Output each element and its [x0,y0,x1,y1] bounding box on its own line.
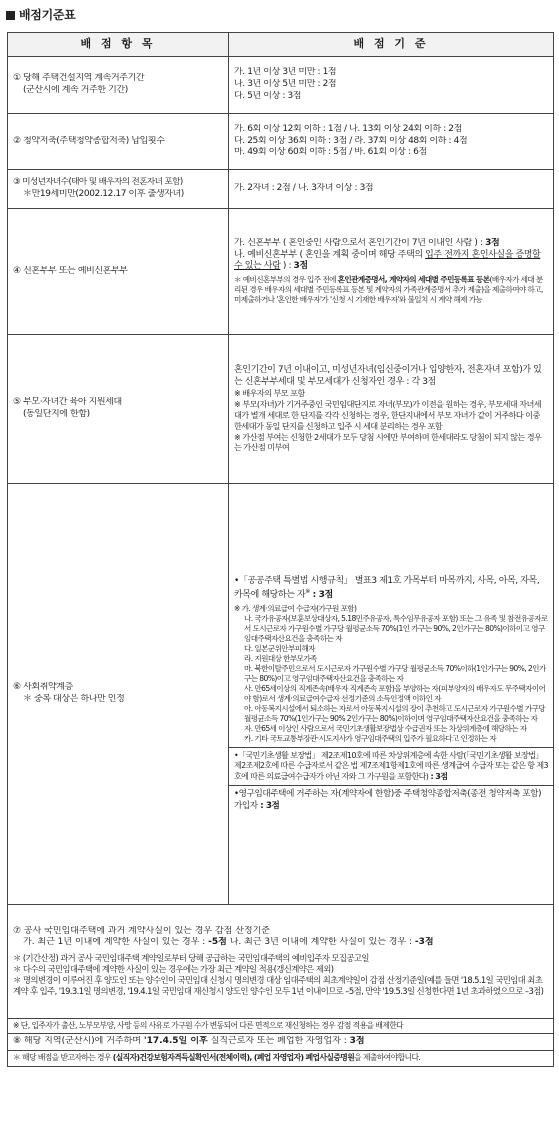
criteria-children: 가. 2자녀 : 2점 / 나. 3자녀 이상 : 3점 [229,170,554,209]
header-item: 배 점 항 목 [8,33,229,57]
item-subscription: ② 청약저축(주택청약종합저축) 납입횟수 [8,114,229,170]
title-text: 배점기준표 [19,8,76,22]
item-vulnerable: ⑥ 사회취약계층 ＊ 중복 대상은 하나만 인정 [8,484,229,905]
scoring-table [7,32,554,1067]
vulnerable-subrow-3: •영구임대주택에 거주하는 자(계약자에 한함)중 주택청약종합저축(종전 청약저축 포함)가입자 : 3점 [229,785,553,814]
table-row [8,209,554,335]
table-row [8,905,554,1019]
criteria-childcare: 혼인기간이 7년 이내이고, 미성년자녀(임신중이거나 입양한자, 전혼자녀 포함)가 있는 신혼부부세대 및 부모세대가 신청자인 경우 : 각 3점 ※ 배우자의 부모 포함 ※ 부모(자녀)가 기거주중인 국민임대단지로 자녀(부모)가 이전을 원하는 경우, 부모세대 자녀세대가 별개 세대로 한 단지를 각각 신청하는 경우, 한단지내에서 부모 자녀가 같이 거주하다 이중 한세대가 동일 단지를 신청하고 입주 시 세대 분리하는 경우 포함 ※ 가산점 부여는 신청한 2세대가 모두 당첨 시에만 부여하며 한세대라도 당첨이 되지 않는 경우는 가산점 미부여 [229,335,554,484]
criteria-residence: 가. 1년 이상 3년 미만 : 1점 나. 3년 이상 5년 미만 : 2점 다. 5년 이상 : 3점 [229,57,554,114]
deduction-section: ⑦ 공사 국민임대주택에 과거 계약사실이 있는 경우 감점 산정기준 가. 최근 1년 이내에 계약한 사실이 있는 경우 : -5점 나. 최근 3년 이내에 계약한 사실이 있는 경우 : -3점 ＊ (기간산정) 과거 공사 국민임대주택 계약일로부터 당해 공급하는 국민임대주택의 예비입주자 모집공고일 ＊ 다수의 국민임대주택에 계약한 사실이 있는 경우에는 가장 최근 계약일 적용(갱신계약은 제외) ＊ 명의변경이 이루어진 후 양도인 또는 양수인이 국민임대 신청시 명의변경 대상 임대주택의 최초계약일이 감점 산정기준일(예를 들면 '18.5.1일 국민임대 최초계약 후 입주, '19.3.1일 명의변경, '19.4.1일 국민임대 재신청시 양도인 양수인 모두 1년 이내이므로 –5점, 만약 '19.5.3일 신청한다면 1년 초과하였으므로 –3점) [8,905,554,1019]
table-row [8,484,554,905]
item-children: ③ 미성년자녀수(태아 및 배우자의 전혼자녀 포함) ＊만19세미만(2002.12.17 이후 출생자녀) [8,170,229,209]
criteria-subscription: 가. 6회 이상 12회 이하 : 1점 / 나. 13회 이상 24회 이하 : 2점 다. 25회 이상 36회 이하 : 3점 / 라. 37회 이상 48회 이하 : 4점 마. 49회 이상 60회 이하 : 5점 / 바. 61회 이상 : 6점 [229,114,554,170]
header-criteria: 배 점 기 준 [229,33,554,57]
table-row [8,335,554,484]
table-row [8,114,554,170]
table-row [8,57,554,114]
footer-note: ＊ 해당 배점을 받고자하는 경우 (실직자)건강보험자격득실확인서(전체이력), (폐업 자영업자) 폐업사실증명원을 제출하여야합니다. [8,1050,554,1066]
unemployed-bonus: ⑧ 해당 지역(군산시)에 거주하며 '17.4.5일 이후 실직근로자 또는 폐업한 자영업자 : 3점 [8,1034,554,1051]
exception-note: ※ 단, 입주자가 출산, 노부모부양, 사망 등의 사유로 가구원 수가 변동되어 다른 면적으로 재신청하는 경우 감점 적용을 배제한다 [8,1019,554,1034]
square-bullet-icon [6,11,15,20]
item-newlywed: ④ 신혼부부 또는 예비신혼부부 [8,209,229,335]
page-title [6,8,75,24]
table-row [8,1019,554,1034]
table-row [8,1050,554,1066]
item-residence: ① 당해 주택건설지역 계속거주기간 (군산시에 계속 거주한 기간) [8,57,229,114]
criteria-newlywed: 가. 신혼부부 ( 혼인중인 사람으로서 혼인기간이 7년 이내인 사람 ) : 3점 나. 예비신혼부부 ( 혼인을 계획 중이며 해당 주택의 입주 전까지 혼인사실을 증명할 수 있는 사람 ) : 3점 ＊ 예비신혼부부의 경우 입주 전에 혼인관계증명서, 계약자의 세대별 주민등록표 등본(배우자가 세대 분리된 경우 배우자의 세대별 주민등록표 등본 및 계약자의 가족관계증명서 추가 제출)을 제출하여야 하고, 미제출하거나 '혼인한 배우자'가 '신청 시 기재한 배우자'와 불일치 시 계약 해제 가능 [229,209,554,335]
table-row [8,1034,554,1051]
item-childcare: ⑤ 부모·자녀간 육아 지원세대 (동일단지에 한함) [8,335,229,484]
table-row [8,170,554,209]
vulnerable-subrow-2: •「국민기초생활 보장법」 제2조제10호에 따른 차상위계층에 속한 사람(「국민기초생활 보장법」 제2조제2호에 따른 수급자로서 같은 법 제7조제1항제1호에 따른 생계급여 수급자 또는 같은 항 제3호에 따른 의료급여수급자가 아닌 자와 그 가구원을 포함한다) : 3점 [229,747,553,786]
criteria-vulnerable: •「공공주택 특별법 시행규칙」 별표3 제1호 가목부터 마목까지, 사목, 아목, 자목, 카목에 해당하는 자※ : 3점 ※ 가. 생계·의료급여 수급자(가구원 포함) 나. 국가유공자(보훈보상대상자, 5.18민주유공자, 특수임무유공자 포함) 또는 그 유족 및 참전유공자로서 도시근로자 가구원수별 가구당 월평균소득 70%(1인 가구는 90%, 2인가구는 80%)이하이고 영구임대주택자산요건을 충족하는 자 다. 일본군위안부피해자 라. 지원대상 한부모가족 마. 북한이탈주민으로서 도시근로자 가구원수별 가구당 월평균소득 70%이하(1인가구는 90%, 2인가구는 80%)이고 영구임대주택자산요건을 충족하는 자 사. 만65세이상의 직계존속(배우자 직계존속 포함)을 부양하는 자(피부양자의 배우자도 무주택자이어야 함)로서 생계·의료급여수급자 선정기준의 소득인정액 이하인 자 아. 아동복지시설에서 퇴소하는 자로서 아동복지시설의 장이 추천하고 도시근로자 가구원수별 가구당 월평균소득 70%(1인가구는 90% 2인가구는 80%)이하이며 영구임대주택자산요건을 충족하는 자 자. 만65세 이상인 사람으로서 국민기초생활보장법상 수급권자 또는 차상위계층에 해당하는 자 카. 기타 국토교통부장관·시도지사가 영구임대주택의 입주가 필요하다고 인정하는 자 •「국민기초생활 보장법」 제2조제10호에 따른 차상위계층에 속한 사람(「국민기초생활 보장법」 제2조제2호에 따른 수급자로서 같은 법 제7조제1항제1호에 따른 생계급여 수급자 또는 같은 항 제3호에 따른 의료급여수급자가 아닌 자와 그 가구원을 포함한다) : 3점 •영구임대주택에 거주하는 자(계약자에 한함)중 주택청약종합저축(종전 청약저축 포함)가입자 : 3점 [229,484,554,905]
